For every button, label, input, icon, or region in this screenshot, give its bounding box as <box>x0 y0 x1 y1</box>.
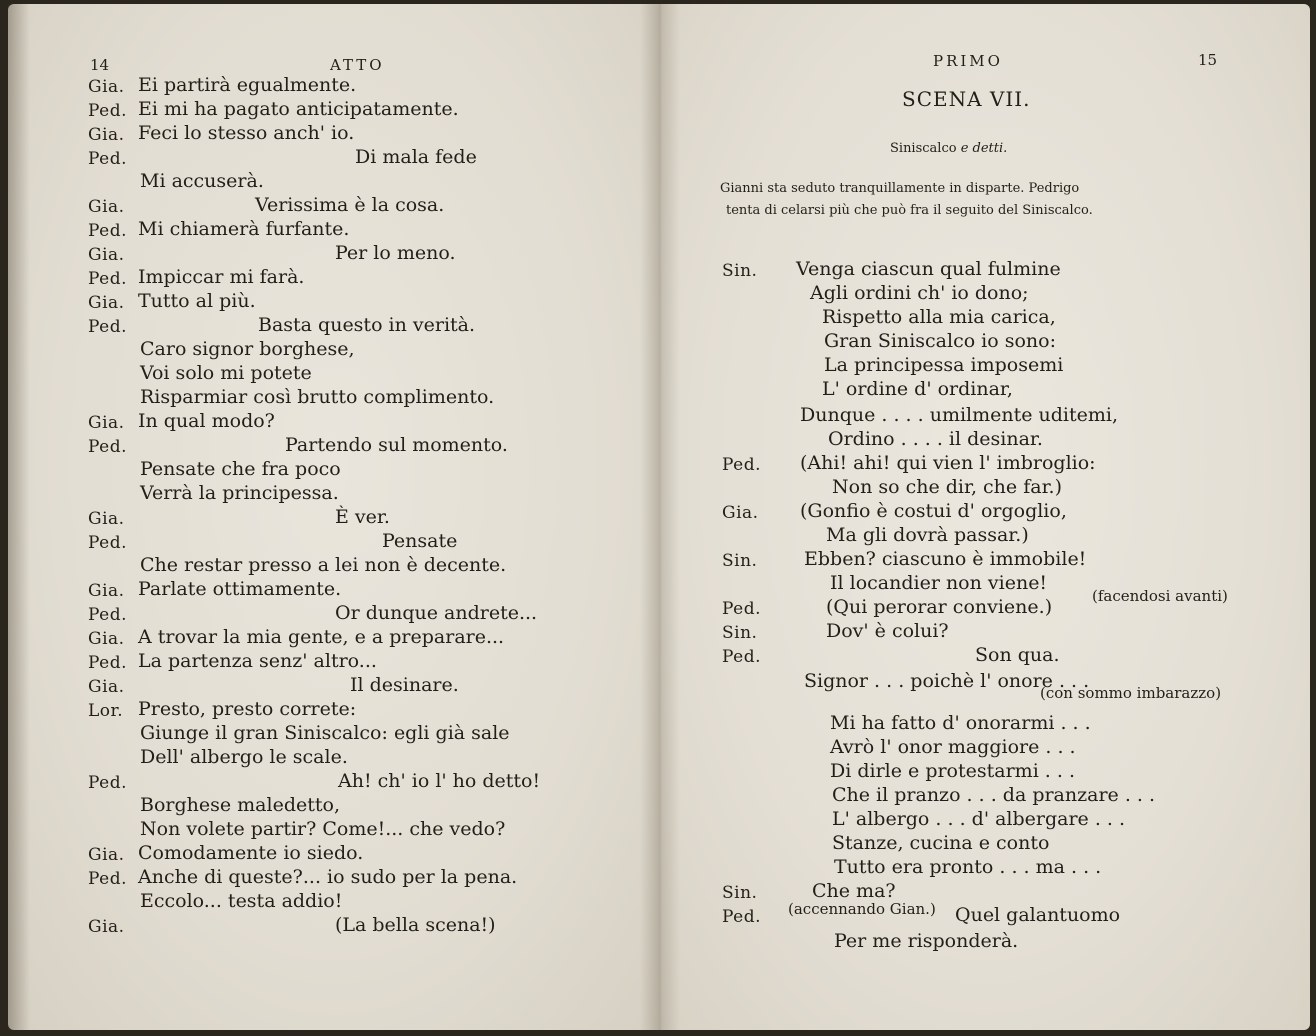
dialogue-line: Che ma? <box>812 880 896 902</box>
speaker-label: Gia. <box>88 293 125 313</box>
dialogue-line: Quel galantuomo <box>955 904 1121 926</box>
dialogue-line: Il locandier non viene! <box>830 572 1048 594</box>
dialogue-line: Impiccar mi farà. <box>138 266 305 288</box>
dialogue-line: La partenza senz' altro... <box>138 650 377 672</box>
dialogue-line: Giunge il gran Siniscalco: egli già sale <box>140 722 510 744</box>
dialogue-line: Presto, presto correte: <box>138 698 357 720</box>
dialogue-line: Pensate <box>382 530 458 552</box>
speaker-label: Sin. <box>722 883 758 903</box>
dialogue-line: Mi accuserà. <box>140 170 264 192</box>
dialogue-line: Caro signor borghese, <box>140 338 355 360</box>
scene-title: SCENA VII. <box>902 87 1031 111</box>
page-edge-shadow <box>8 4 30 1030</box>
dialogue-line: Gran Siniscalco io sono: <box>824 330 1057 352</box>
dialogue-line: L' albergo . . . d' albergare . . . <box>832 808 1126 830</box>
dialogue-line: Ordino . . . . il desinar. <box>828 428 1043 450</box>
stage-aside: (con sommo imbarazzo) <box>1040 684 1222 702</box>
dialogue-line: Feci lo stesso anch' io. <box>138 122 355 144</box>
speaker-label: Ped. <box>88 869 128 889</box>
dialogue-line: Tutto al più. <box>138 290 256 312</box>
dialogue-line: Ebben? ciascuno è immobile! <box>804 548 1087 570</box>
dialogue-line: (La bella scena!) <box>335 914 496 936</box>
dialogue-line: Parlate ottimamente. <box>138 578 342 600</box>
dialogue-line: Ei mi ha pagato anticipatamente. <box>138 98 459 120</box>
running-head: ATTO <box>330 56 385 74</box>
dialogue-line: Avrò l' onor maggiore . . . <box>830 736 1076 758</box>
dialogue-line: Verrà la principessa. <box>140 482 339 504</box>
dialogue-line: Borghese maledetto, <box>140 794 340 816</box>
speaker-label: Ped. <box>88 773 128 793</box>
speaker-label: Ped. <box>722 647 762 667</box>
stage-aside: (facendosi avanti) <box>1092 587 1228 605</box>
dialogue-line: Di dirle e protestarmi . . . <box>830 760 1076 782</box>
dialogue-line: Son qua. <box>975 644 1060 666</box>
dialogue-line: Verissima è la cosa. <box>255 194 445 216</box>
stage-direction: Gianni sta seduto tranquillamente in disparte. Pedrigo <box>720 181 1080 196</box>
dialogue-line: Comodamente io siedo. <box>138 842 364 864</box>
speaker-label: Gia. <box>88 581 125 601</box>
dialogue-line: Ma gli dovrà passar.) <box>826 524 1029 546</box>
dialogue-line: È ver. <box>335 506 390 528</box>
dialogue-line: Il desinare. <box>350 674 459 696</box>
dialogue-line: Venga ciascun qual fulmine <box>796 258 1061 280</box>
speaker-label: Ped. <box>88 653 128 673</box>
speaker-label: Lor. <box>88 701 124 721</box>
dialogue-line: Pensate che fra poco <box>140 458 341 480</box>
speaker-label: Ped. <box>88 533 128 553</box>
dialogue-line: Dunque . . . . umilmente uditemi, <box>800 404 1119 426</box>
dialogue-line: Tutto era pronto . . . ma . . . <box>834 856 1102 878</box>
speaker-label: Gia. <box>88 125 125 145</box>
speaker-label: Ped. <box>722 907 762 927</box>
dialogue-line: Or dunque andrete... <box>335 602 538 624</box>
speaker-label: Sin. <box>722 623 758 643</box>
dialogue-line: Di mala fede <box>355 146 477 168</box>
speaker-label: Gia. <box>88 77 125 97</box>
speaker-label: Ped. <box>88 269 128 289</box>
page-number: 15 <box>1198 51 1218 69</box>
dialogue-line: Anche di queste?... io sudo per la pena. <box>138 866 518 888</box>
dialogue-line: Che il pranzo . . . da pranzare . . . <box>832 784 1156 806</box>
speaker-label: Gia. <box>88 845 125 865</box>
speaker-label: Ped. <box>722 599 762 619</box>
characters-rest: e detti. <box>960 141 1008 156</box>
dialogue-line: Partendo sul momento. <box>285 434 508 456</box>
speaker-label: Gia. <box>722 503 759 523</box>
running-head: PRIMO <box>933 52 1003 70</box>
speaker-label: Ped. <box>88 221 128 241</box>
dialogue-line: Basta questo in verità. <box>258 314 476 336</box>
speaker-label: Gia. <box>88 677 125 697</box>
dialogue-line: Ei partirà egualmente. <box>138 74 357 96</box>
dialogue-line: Stanze, cucina e conto <box>832 832 1050 854</box>
dialogue-line: Mi chiamerà furfante. <box>138 218 350 240</box>
speaker-label: Sin. <box>722 551 758 571</box>
dialogue-line: (Qui perorar conviene.) <box>826 596 1053 618</box>
dialogue-line: Che restar presso a lei non è decente. <box>140 554 507 576</box>
dialogue-line: Eccolo... testa addio! <box>140 890 343 912</box>
dialogue-line: In qual modo? <box>138 410 275 432</box>
speaker-label: Gia. <box>88 245 125 265</box>
dialogue-line: A trovar la mia gente, e a preparare... <box>138 626 505 648</box>
scene-characters <box>890 138 1007 160</box>
dialogue-line: Per me risponderà. <box>834 930 1019 952</box>
dialogue-line: (Gonfio è costui d' orgoglio, <box>800 500 1067 522</box>
speaker-label: Gia. <box>88 509 125 529</box>
dialogue-line: Dov' è colui? <box>826 620 949 642</box>
dialogue-line: Voi solo mi potete <box>140 362 312 384</box>
dialogue-line: La principessa imposemi <box>824 354 1064 376</box>
dialogue-line: Non so che dir, che far.) <box>832 476 1063 498</box>
dialogue-line: Mi ha fatto d' onorarmi . . . <box>830 712 1091 734</box>
dialogue-line: (Ahi! ahi! qui vien l' imbroglio: <box>800 452 1096 474</box>
page-number: 14 <box>90 56 110 74</box>
dialogue-line: Non volete partir? Come!... che vedo? <box>140 818 506 840</box>
dialogue-line: Rispetto alla mia carica, <box>822 306 1056 328</box>
speaker-label: Gia. <box>88 413 125 433</box>
speaker-label: Gia. <box>88 629 125 649</box>
speaker-label: Sin. <box>722 261 758 281</box>
character-name: Siniscalco <box>890 141 957 156</box>
dialogue-line: Ah! ch' io l' ho detto! <box>338 770 541 792</box>
speaker-label: Gia. <box>88 917 125 937</box>
speaker-label: Ped. <box>88 317 128 337</box>
book-gutter <box>640 4 680 1030</box>
speaker-label: Ped. <box>88 437 128 457</box>
speaker-label: Ped. <box>722 455 762 475</box>
stage-aside: (accennando Gian.) <box>788 900 936 918</box>
dialogue-line: Per lo meno. <box>335 242 456 264</box>
dialogue-line: Signor . . . poichè l' onore . . . <box>804 670 1090 692</box>
dialogue-line: Risparmiar così brutto complimento. <box>140 386 495 408</box>
speaker-label: Ped. <box>88 149 128 169</box>
speaker-label: Ped. <box>88 605 128 625</box>
dialogue-line: L' ordine d' ordinar, <box>822 378 1013 400</box>
speaker-label: Gia. <box>88 197 125 217</box>
dialogue-line: Agli ordini ch' io dono; <box>810 282 1029 304</box>
stage-direction: tenta di celarsi più che può fra il seguito del Siniscalco. <box>726 203 1093 218</box>
dialogue-line: Dell' albergo le scale. <box>140 746 348 768</box>
speaker-label: Ped. <box>88 101 128 121</box>
